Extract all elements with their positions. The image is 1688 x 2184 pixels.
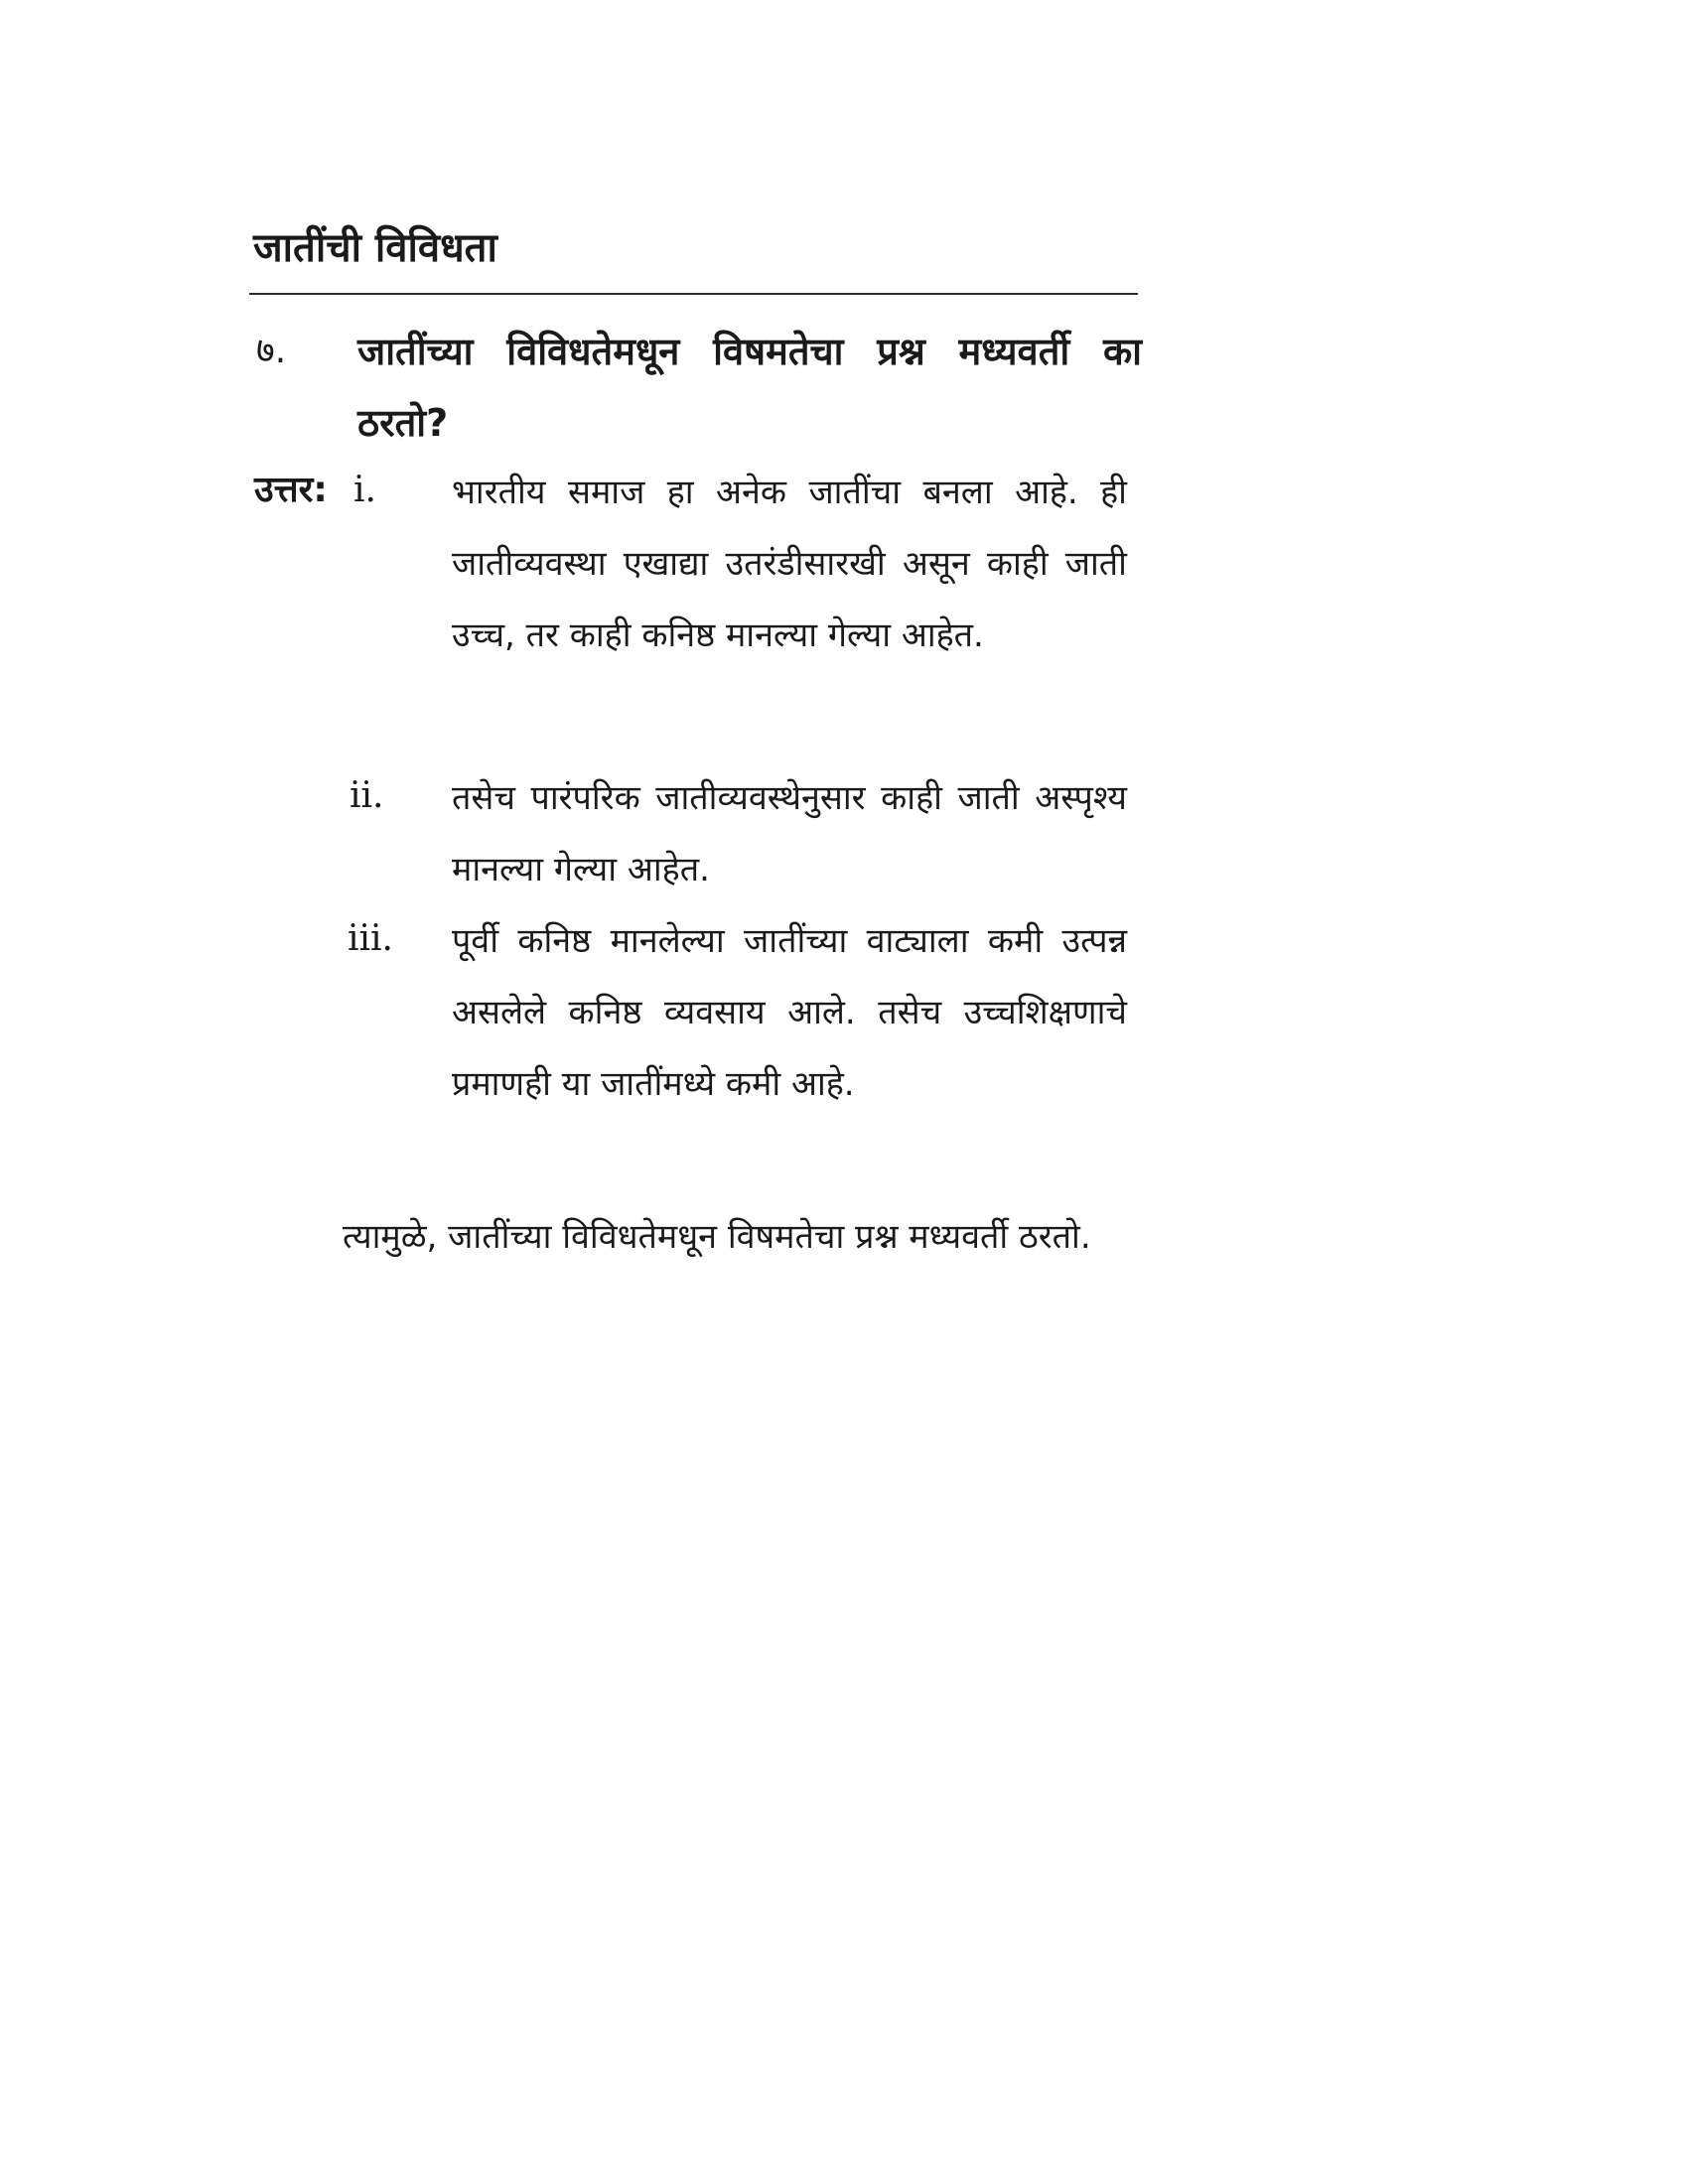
answer-item-text: पूर्वी कनिष्ठ मानलेल्या जातींच्या वाट्याला कमी उत्पन्न असलेले कनिष्ठ व्यवसाय आले. तसेच उच्चशिक्षणाचे प्रमाणही या जातींमध्ये कमी आहे. bbox=[452, 921, 1127, 1104]
question-number: ७. bbox=[256, 331, 287, 371]
chapter-title: जातींची विविधता bbox=[253, 225, 497, 271]
header-divider bbox=[249, 293, 1138, 295]
answer-label: उत्तर: bbox=[254, 470, 328, 510]
answer-item-numeral: i. bbox=[353, 470, 376, 510]
answer-item-text: भारतीय समाज हा अनेक जातींचा बनला आहे. ही जातीव्यवस्था एखाद्या उतरंडीसारखी असून काही जाती उच्च, तर काही कनिष्ठ मानल्या गेल्या आहेत. bbox=[452, 473, 1127, 655]
question-text: जातींच्या विविधतेमधून विषमतेचा प्रश्न मध्यवर्ती का ठरतो? bbox=[357, 330, 1142, 445]
answer-item-numeral: ii. bbox=[350, 775, 384, 816]
answer-conclusion: त्यामुळे, जातींच्या विविधतेमधून विषमतेचा प्रश्न मध्यवर्ती ठरतो. bbox=[343, 1217, 1091, 1257]
answer-item-numeral: iii. bbox=[348, 918, 393, 959]
answer-item-text: तसेच पारंपरिक जातीव्यवस्थेनुसार काही जाती अस्पृश्य मानल्या गेल्या आहेत. bbox=[452, 778, 1127, 889]
